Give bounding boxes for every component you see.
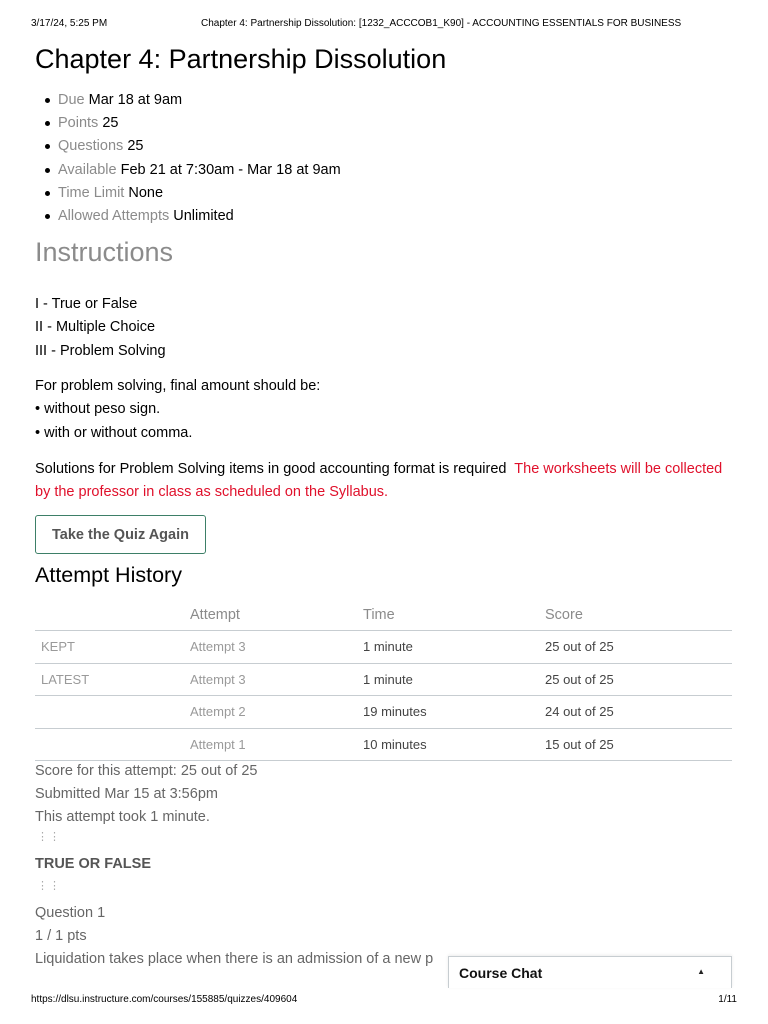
detail-available <box>58 160 341 183</box>
detail-value: 25 <box>127 138 144 155</box>
detail-label: Questions <box>58 138 124 155</box>
attempt-score: 24 out of 25 <box>545 704 614 720</box>
attempt-link[interactable]: Attempt 2 <box>190 704 246 720</box>
detail-due <box>58 90 341 113</box>
table-row <box>35 631 732 664</box>
table-row <box>35 664 732 697</box>
detail-time-limit <box>58 183 341 206</box>
detail-points <box>58 113 341 136</box>
take-quiz-again-button[interactable]: Take the Quiz Again <box>35 515 206 554</box>
attempt-score-text: Score for this attempt: 25 out of 25 <box>35 763 258 779</box>
table-header-row <box>35 599 732 631</box>
drag-handle-icon: ⋮⋮ <box>37 880 61 892</box>
detail-allowed-attempts <box>58 206 341 229</box>
attempt-link[interactable]: Attempt 3 <box>190 639 246 655</box>
attempt-score: 15 out of 25 <box>545 736 614 752</box>
attempt-duration-text: This attempt took 1 minute. <box>35 809 210 826</box>
question-type-line: II - Multiple Choice <box>35 319 156 336</box>
instructions-question-types <box>35 294 166 364</box>
format-line: • without peso sign. <box>35 401 161 418</box>
attempt-link[interactable]: Attempt 1 <box>190 736 246 752</box>
detail-label: Points <box>58 115 99 132</box>
attempt-time: 19 minutes <box>363 704 427 720</box>
question-type-line: III - Problem Solving <box>35 342 166 359</box>
column-header-time: Time <box>363 606 395 623</box>
attempt-tag: KEPT <box>41 639 75 655</box>
question-points: 1 / 1 pts <box>35 928 87 945</box>
attempt-history-heading: Attempt History <box>35 563 182 587</box>
detail-value: Mar 18 at 9am <box>88 92 183 108</box>
print-url: https://dlsu.instructure.com/courses/155885/quizzes/409604 <box>31 994 298 1005</box>
column-header-score: Score <box>545 606 583 623</box>
format-line: • with or without comma. <box>35 424 193 441</box>
attempt-score: 25 out of 25 <box>545 671 614 687</box>
detail-label: Due <box>58 92 85 108</box>
detail-value: 25 <box>102 115 119 132</box>
instructions-format <box>35 376 320 446</box>
section-title: TRUE OR FALSE <box>35 856 152 872</box>
question-text: Liquidation takes place when there is an admission of a new p <box>35 951 434 968</box>
instructions-heading: Instructions <box>35 237 174 267</box>
attempt-tag: LATEST <box>41 671 90 687</box>
detail-label: Time Limit <box>58 184 125 201</box>
detail-value: Unlimited <box>173 207 234 224</box>
instructions-solutions <box>35 458 725 504</box>
quiz-details-list <box>58 90 341 229</box>
drag-handle-icon: ⋮⋮ <box>37 831 61 843</box>
detail-label: Available <box>58 161 117 178</box>
attempt-time: 1 minute <box>363 671 413 687</box>
print-header <box>31 18 737 32</box>
question-1 <box>35 903 433 973</box>
question-type-line: I - True or False <box>35 296 138 312</box>
detail-label: Allowed Attempts <box>58 207 170 224</box>
format-line: For problem solving, final amount should be: <box>35 378 321 394</box>
question-title: Question 1 <box>35 905 106 921</box>
worksheets-note: The worksheets will be collected by the professor in class as scheduled on the Syllabus. <box>35 461 723 500</box>
detail-questions <box>58 136 341 159</box>
submitted-text: Submitted Mar 15 at 3:56pm <box>35 786 218 803</box>
table-row <box>35 729 732 762</box>
attempt-time: 10 minutes <box>363 736 427 752</box>
course-chat-label: Course Chat <box>459 965 543 981</box>
print-title: Chapter 4: Partnership Dissolution: [1232_ACCCOB1_K90] - ACCOUNTING ESSENTIALS FOR BUSINESS <box>201 18 682 29</box>
attempt-history-table <box>35 599 732 761</box>
caret-up-icon[interactable]: ▲ <box>697 967 705 976</box>
attempt-time: 1 minute <box>363 639 413 655</box>
print-date: 3/17/24, 5:25 PM <box>31 18 108 29</box>
attempt-link[interactable]: Attempt 3 <box>190 671 246 687</box>
table-row <box>35 696 732 729</box>
detail-value: None <box>128 184 164 201</box>
course-chat-widget[interactable] <box>448 956 732 988</box>
column-header-attempt: Attempt <box>190 606 240 623</box>
submission-summary <box>35 761 257 831</box>
attempt-score: 25 out of 25 <box>545 639 614 655</box>
page-title: Chapter 4: Partnership Dissolution <box>35 44 447 74</box>
print-footer <box>31 994 737 1008</box>
solutions-text: Solutions for Problem Solving items in good accounting format is required <box>35 461 507 477</box>
print-page-number: 1/11 <box>718 994 737 1005</box>
detail-value: Feb 21 at 7:30am - Mar 18 at 9am <box>120 161 341 178</box>
